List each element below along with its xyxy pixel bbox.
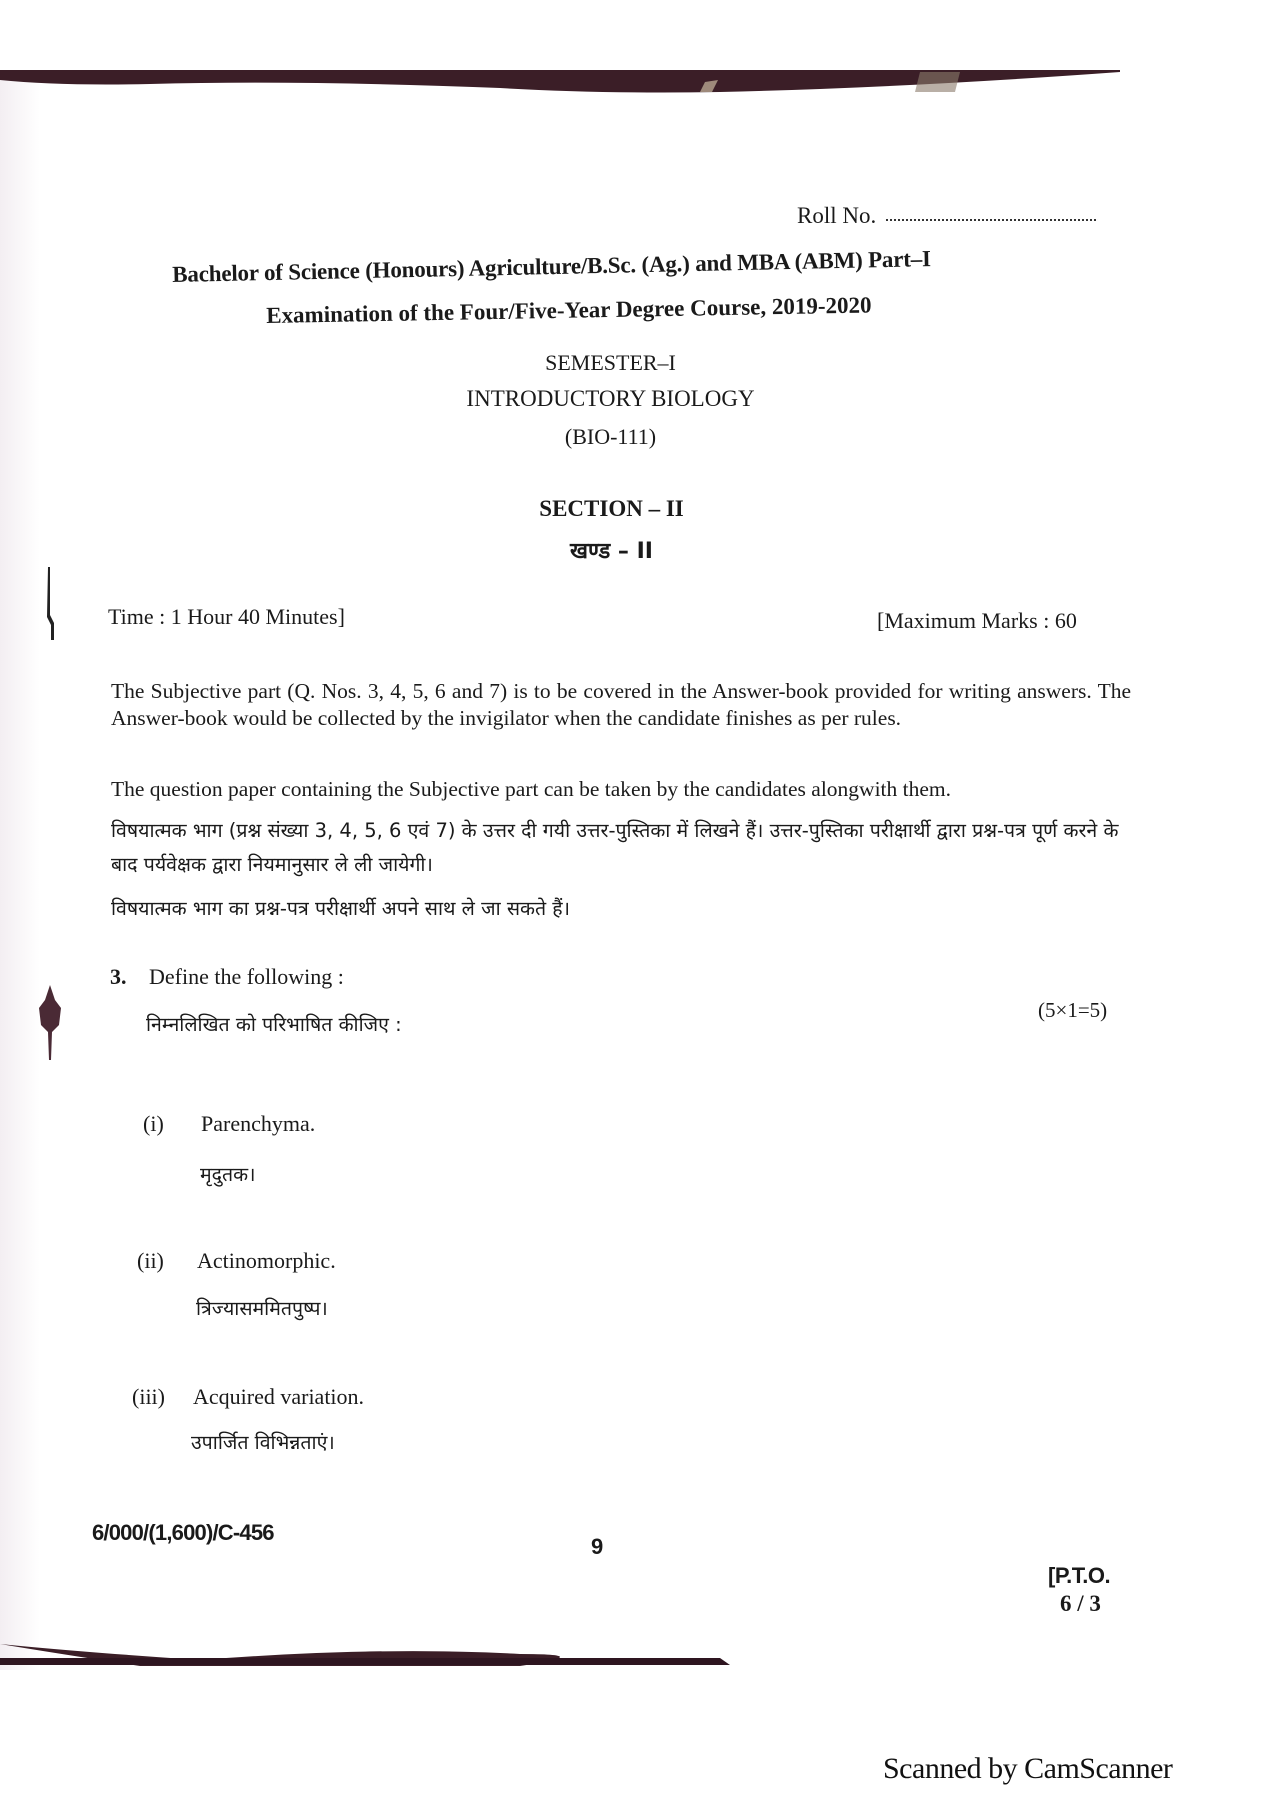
instruction-en-1: The Subjective part (Q. Nos. 3, 4, 5, 6 and 7) is to be covered in the Answer-book provided for writing answers. The Answer-book would be collected by the invigilator when the candidate finishes as per rules.: [111, 679, 1131, 730]
maximum-marks: [Maximum Marks : 60: [877, 608, 1077, 633]
print-code: 6/000/(1,600)/C-456: [92, 1520, 274, 1545]
sub-question-text: Actinomorphic.: [197, 1248, 336, 1273]
instruction-hi-2: विषयात्मक भाग का प्रश्न-पत्र परीक्षार्थी अपने साथ ले जा सकते हैं।: [111, 897, 571, 920]
sub-question-number: (i): [143, 1111, 164, 1136]
time-allowed: Time : 1 Hour 40 Minutes]: [108, 604, 345, 629]
scan-border-bottom: [0, 1640, 1271, 1680]
course-code: (BIO-111): [564, 424, 657, 449]
section-heading: SECTION – II: [539, 496, 684, 521]
page-number: 9: [591, 1534, 604, 1559]
roll-no-field: [797, 203, 1096, 229]
sub-question-number: (ii): [137, 1248, 164, 1273]
sub-question-text: Acquired variation.: [193, 1384, 365, 1409]
camscanner-watermark: Scanned by CamScanner: [883, 1752, 1173, 1785]
roll-no-blank: [886, 219, 1096, 221]
section-heading-hindi: खण्ड – II: [570, 539, 653, 564]
question-marks: (5×1=5): [1038, 998, 1108, 1022]
question-text-hindi: निम्नलिखित को परिभाषित कीजिए :: [146, 1013, 402, 1036]
sub-question-text: Parenchyma.: [201, 1111, 316, 1136]
sub-question-text-hindi: त्रिज्यासममितपुष्प।: [196, 1297, 328, 1320]
sub-question-text-hindi: उपार्जित विभिन्नताएं।: [191, 1431, 335, 1454]
pto-marker: [P.T.O.: [1048, 1563, 1111, 1588]
instruction-hi-1: विषयात्मक भाग (प्रश्न संख्या 3, 4, 5, 6 एवं 7) के उत्तर दी गयी उत्तर-पुस्तिका में लिखने हैं। उत्तर-पुस्तिका परीक्षार्थी द्वारा प्रश्न-पत्र पूर्ण करने के बाद पर्यवेक्षक द्वारा नियमानुसार ले ली जायेगी।: [111, 819, 1119, 876]
roll-no-label: Roll No.: [797, 203, 877, 228]
ink-blot: [35, 980, 65, 1070]
instruction-en-2: The question paper containing the Subjective part can be taken by the candidates alongwith them.: [111, 777, 952, 801]
exam-title-line1: Bachelor of Science (Honours) Agriculture/B.Sc. (Ag.) and MBA (ABM) Part–I: [172, 246, 931, 287]
subject-heading: INTRODUCTORY BIOLOGY: [466, 386, 755, 411]
exam-title-line2: Examination of the Four/Five-Year Degree Course, 2019-2020: [266, 292, 872, 328]
sub-question-number: (iii): [132, 1384, 165, 1409]
semester-heading: SEMESTER–I: [545, 350, 676, 375]
sheet-number: 6 / 3: [1060, 1591, 1101, 1616]
question-text: Define the following :: [149, 964, 344, 989]
paper-edge-shadow: [0, 70, 40, 1670]
ink-mark: [40, 565, 60, 655]
sub-question-text-hindi: मृदुतक।: [200, 1163, 256, 1186]
scan-border-top: [0, 0, 1271, 100]
question-number: 3.: [110, 964, 127, 989]
